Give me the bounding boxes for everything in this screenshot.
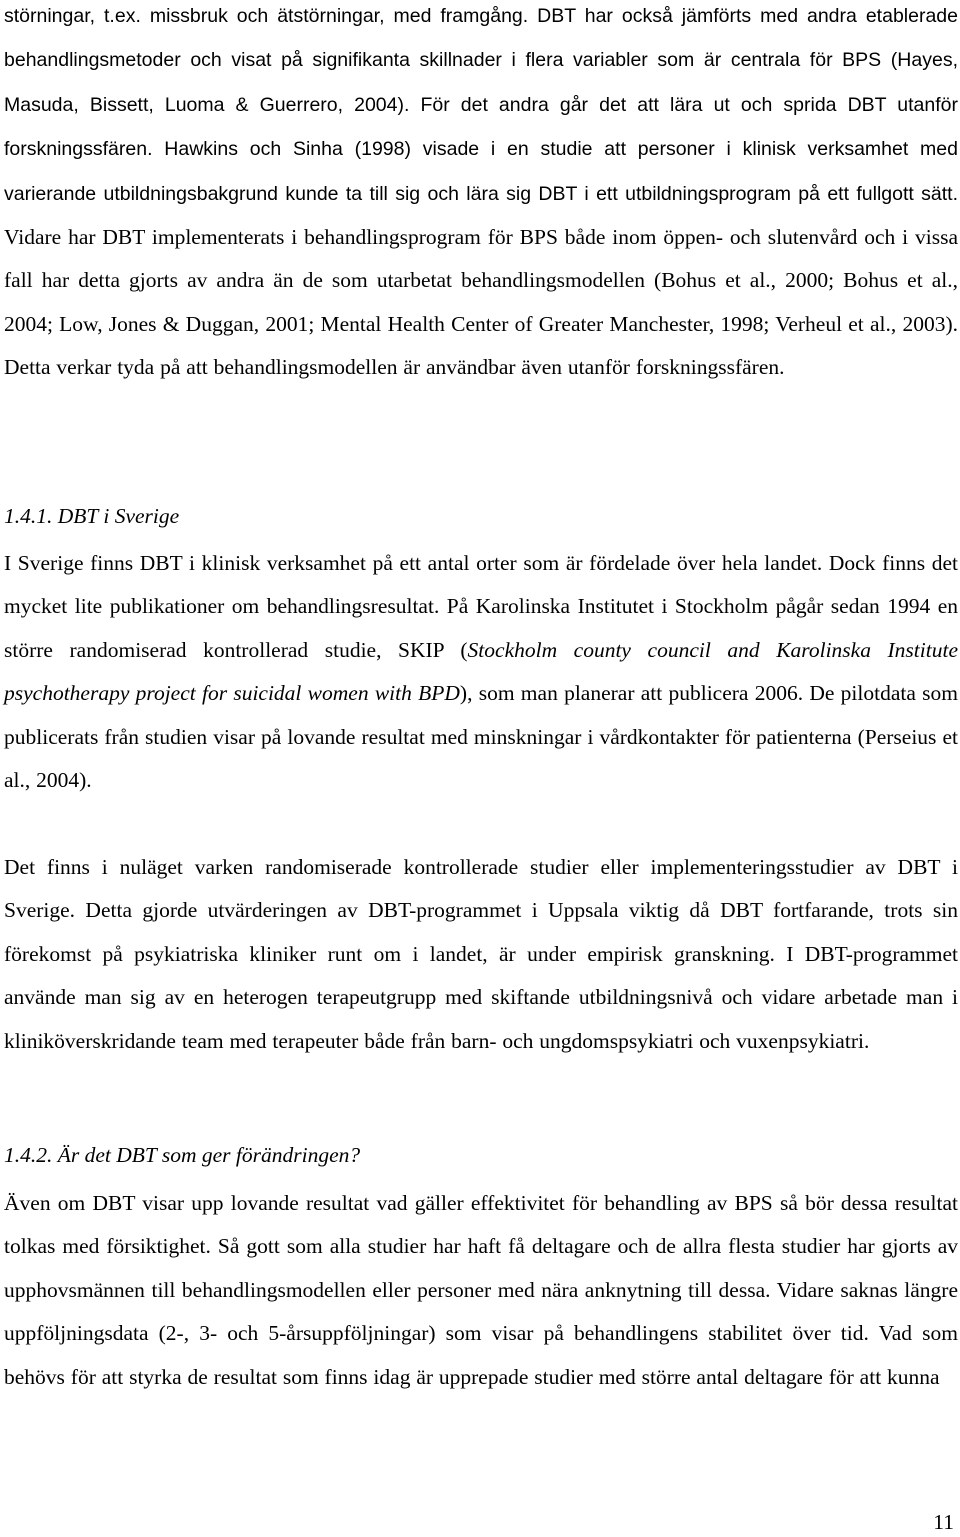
paragraph-dbt-sweden-text-b: ), som man planerar att publicera 2006. De pilotdata som publicerats från studien visar på lovande resultat med minskningar i vårdkontakter för patienterna (Perseius et al., 2004). [4,681,958,793]
paragraph-dbt-evidence-sentence-3: Vidare har DBT implementerats i behandlingsprogram för BPS både inom öppen- och slutenvård och i vissa fall har detta gjorts av andra än de som utarbetat behandlingsmodellen (Bohus et al., 2000; Bohus et al., 2004; Low, Jones & Duggan, 2001; Mental Health Center of Greater Manchester, 1998; Verheul et al., 2003). Detta verkar tyda på att behandlingsmodellen är användbar även utanför forskningssfären. [4,225,958,380]
paragraph-dbt-sweden [4,542,958,802]
section-heading-dbt-change: 1.4.2. Är det DBT som ger förändringen? [4,1143,361,1167]
paragraph-dbt-evidence-sentence-1: störningar, t.ex. missbruk och ätstörningar, med framgång. DBT har också jämförts med andra etablerade behandlingsmetoder och visat på signifikanta skillnader i flera variabler som är centrala för BPS (Hayes, Masuda, Bissett, Luoma & Guerrero, 2004). För det andra går det att lära ut och sprida DBT utanför forskningssfären. [4,5,958,161]
paragraph-dbt-evidence-sentence-2: Hawkins och Sinha (1998) visade i en studie att personer i klinisk verksamhet med varierande utbildningsbakgrund kunde ta till sig och lära sig DBT i ett utbildningsprogram på ett fullgott sätt. [4,138,958,205]
section-heading-dbt-i-sverige: 1.4.1. DBT i Sverige [4,504,180,528]
paragraph-caution: Även om DBT visar upp lovande resultat vad gäller effektivitet för behandling av BPS så bör dessa resultat tolkas med försiktighet. Så gott som alla studier har haft få deltagare och de allra flesta studier har gjorts av upphovsmännen till behandlingsmodellen eller personer med nära anknytning till dessa. Vidare saknas längre uppföljningsdata (2-, 3- och 5-årsuppföljningar) som visar på behandlingens stabilitet över tid. Vad som behövs för att styrka de resultat som finns idag är upprepade studier med större antal deltagare för att kunna [4,1191,958,1389]
paragraph-uppsala-evaluation: Det finns i nuläget varken randomiserade kontrollerade studier eller implementeringsstudier av DBT i Sverige. Detta gjorde utvärderingen av DBT-programmet i Uppsala viktig då DBT fortfarande, trots sin förekomst på psykiatriska kliniker runt om i landet, är under empirisk granskning. I DBT-programmet använde man sig av en heterogen terapeutgrupp med skiftande utbildningsnivå och vidare arbetade man i kliniköverskridande team med terapeuter både från barn- och ungdomspsykiatri och vuxenpsykiatri. [4,855,958,1053]
paragraph-dbt-sweden-project-name: Stockholm county council and Karolinska Institute psychotherapy project for suicidal women with BPD [4,637,958,706]
paragraph-dbt-evidence [4,0,958,390]
paragraph-dbt-sweden-text-a: I Sverige finns DBT i klinisk verksamhet på ett antal orter som är fördelade över hela landet. Dock finns det mycket lite publikationer om behandlingsresultat. På Karolinska Institutet i Stockholm pågår sedan 1994 en större randomiserad kontrollerad studie, SKIP ( [4,551,958,662]
page-number: 11 [933,1510,954,1534]
